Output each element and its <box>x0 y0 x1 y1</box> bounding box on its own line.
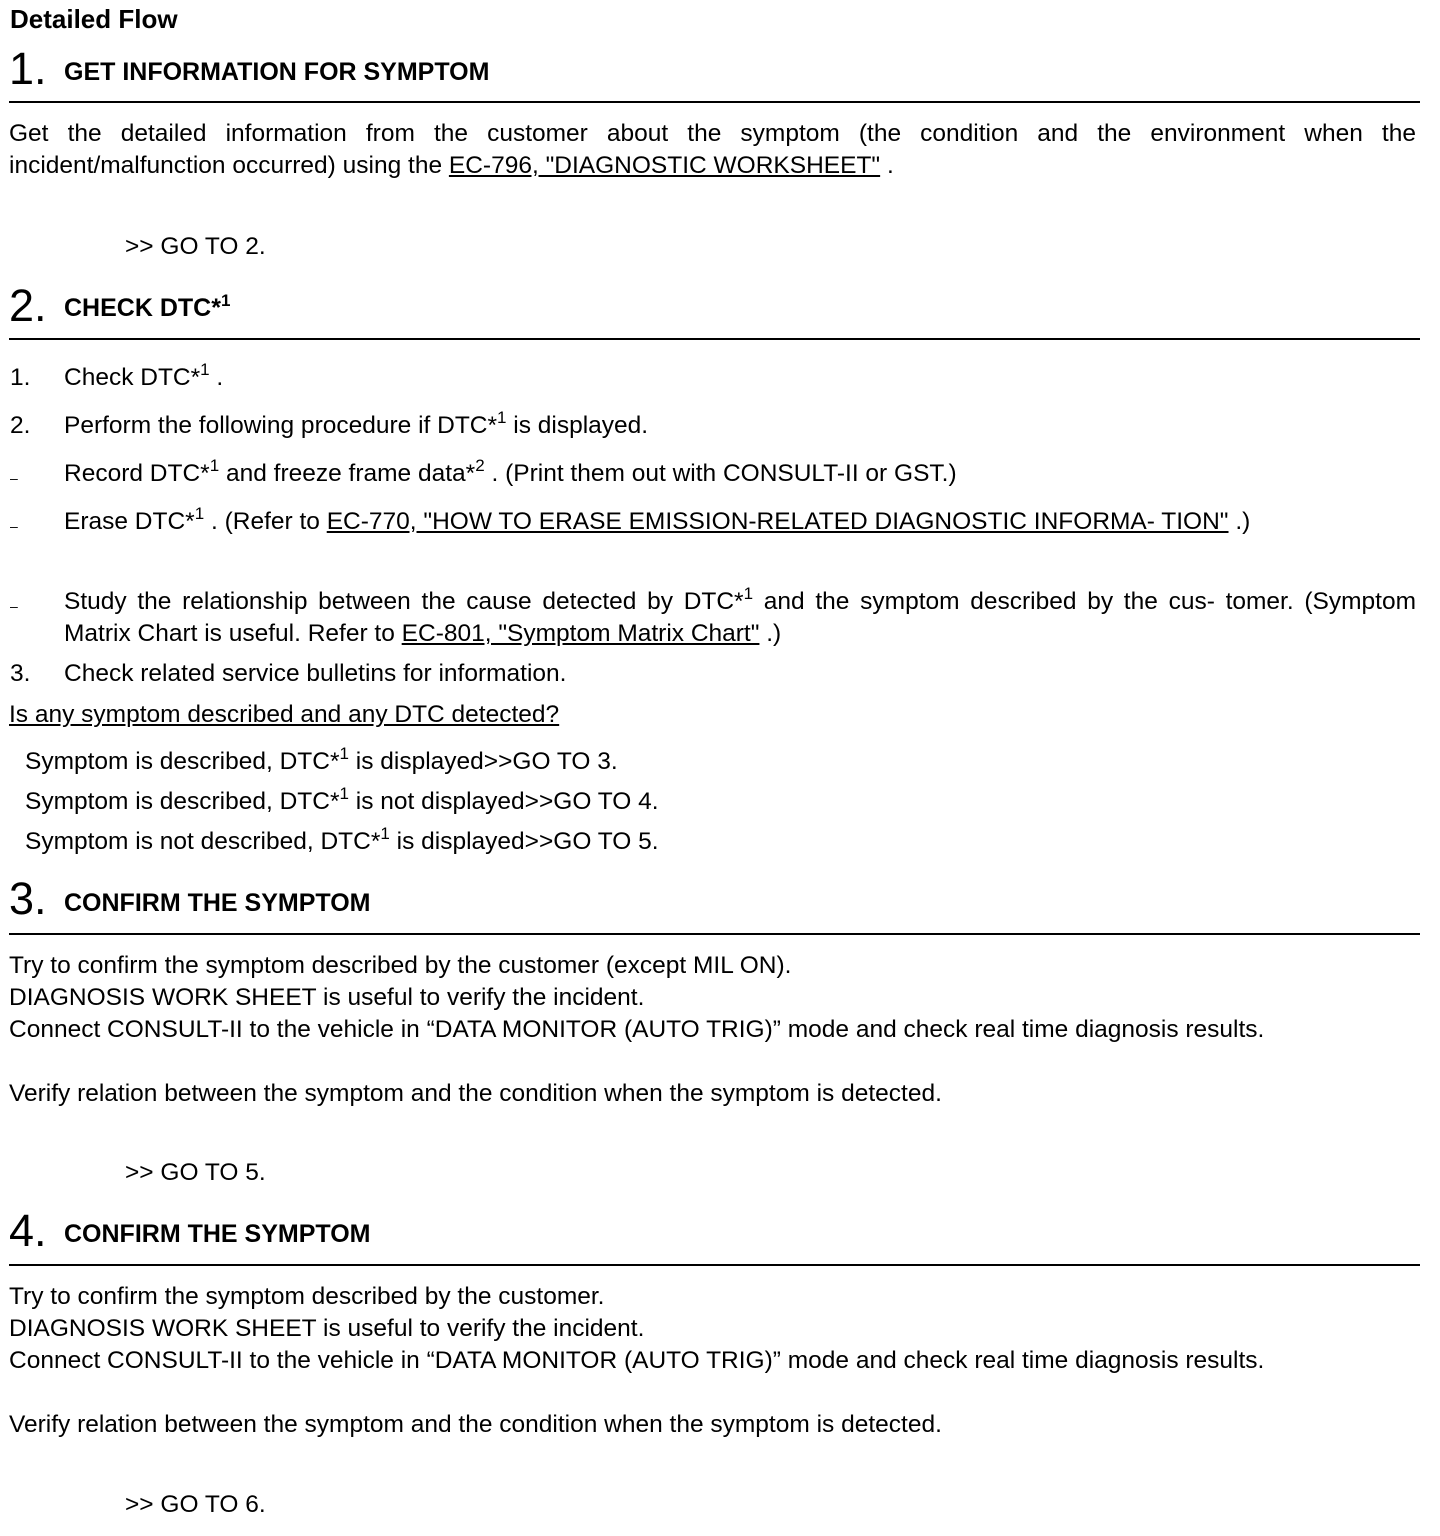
step-3-divider <box>9 933 1420 935</box>
question-text: Is any symptom described and any DTC detected? <box>9 701 560 728</box>
list-item-number: 2. <box>10 412 31 439</box>
answer-go-to-4: Symptom is described, DTC*$^1$ is not displayed>>GO TO 4. <box>25 784 659 815</box>
step-1-title: GET INFORMATION FOR SYMPTOM <box>64 58 490 86</box>
step-4-line-2: DIAGNOSIS WORK SHEET is useful to verify the incident. <box>9 1315 645 1342</box>
dash-bullet: – <box>10 598 18 614</box>
step-1-go-to: >> GO TO 2. <box>125 233 266 260</box>
list-item-check-dtc: Check DTC*$^1$ . <box>64 360 224 391</box>
step-1-body: Get the detailed information from the customer about the symptom (the condition and the environment when the incident/malfunction occurred) using the EC-796, "DIAGNOSTIC WORKSHEET" . <box>9 120 1416 179</box>
step-4-title: CONFIRM THE SYMPTOM <box>64 1220 371 1248</box>
list-item-perform-procedure: Perform the following procedure if DTC*$^1$ is displayed. <box>64 408 649 439</box>
step-2-number: 2. <box>9 280 47 331</box>
list-item-number: 3. <box>10 660 31 687</box>
step-4-number: 4. <box>9 1205 47 1256</box>
step-4-line-4: Verify relation between the symptom and the condition when the symptom is detected. <box>9 1411 942 1438</box>
diagnostic-worksheet-link[interactable]: EC-796, "DIAGNOSTIC WORKSHEET" <box>448 152 881 179</box>
symptom-matrix-chart-link[interactable]: EC-801, "Symptom Matrix Chart" <box>401 620 760 647</box>
dash-bullet: – <box>10 470 18 486</box>
step-2-title: CHECK DTC*$^1$ <box>64 291 231 322</box>
step-4-divider <box>9 1264 1420 1266</box>
list-item-number: 1. <box>10 364 31 391</box>
list-item-service-bulletins: Check related service bulletins for information. <box>64 660 567 687</box>
answer-go-to-5: Symptom is not described, DTC*$^1$ is displayed>>GO TO 5. <box>25 824 659 855</box>
step-3-go-to: >> GO TO 5. <box>125 1159 266 1186</box>
sub-item-erase-dtc: Erase DTC*$^1$ . (Refer to EC-770, "HOW TO ERASE EMISSION-RELATED DIAGNOSTIC INFORMA- TION" .) <box>64 504 1251 535</box>
erase-emission-info-link[interactable]: EC-770, "HOW TO ERASE EMISSION-RELATED DIAGNOSTIC INFORMA- TION" <box>326 508 1229 535</box>
step-1-divider <box>9 101 1420 103</box>
sub-item-record-dtc: Record DTC*$^1$ and freeze frame data*$^2$ . (Print them out with CONSULT-II or GST.) <box>64 456 957 487</box>
step-4-line-1: Try to confirm the symptom described by the customer. <box>9 1283 605 1310</box>
step-3-title: CONFIRM THE SYMPTOM <box>64 889 371 917</box>
step-4-line-3: Connect CONSULT-II to the vehicle in “DATA MONITOR (AUTO TRIG)” mode and check real time diagnosis results. <box>9 1347 1265 1374</box>
dash-bullet: – <box>10 518 18 534</box>
step-2-divider <box>9 338 1420 340</box>
step-3-line-1: Try to confirm the symptom described by the customer (except MIL ON). <box>9 952 792 979</box>
step-3-line-3: Connect CONSULT-II to the vehicle in “DATA MONITOR (AUTO TRIG)” mode and check real time diagnosis results. <box>9 1016 1265 1043</box>
answer-go-to-3: Symptom is described, DTC*$^1$ is displayed>>GO TO 3. <box>25 744 618 775</box>
step-1-number: 1. <box>9 43 47 94</box>
step-3-line-2: DIAGNOSIS WORK SHEET is useful to verify the incident. <box>9 984 645 1011</box>
step-3-number: 3. <box>9 873 47 924</box>
step-3-line-4: Verify relation between the symptom and the condition when the symptom is detected. <box>9 1080 942 1107</box>
step-4-go-to: >> GO TO 6. <box>125 1491 266 1518</box>
sub-item-study-relationship: Study the relationship between the cause detected by DTC*$^1$ and the symptom described by the cus- tomer. (Symptom Matrix Chart is useful. Refer to EC-801, "Symptom Matrix Chart" .) <box>64 584 1417 647</box>
page-title: Detailed Flow <box>10 4 178 34</box>
